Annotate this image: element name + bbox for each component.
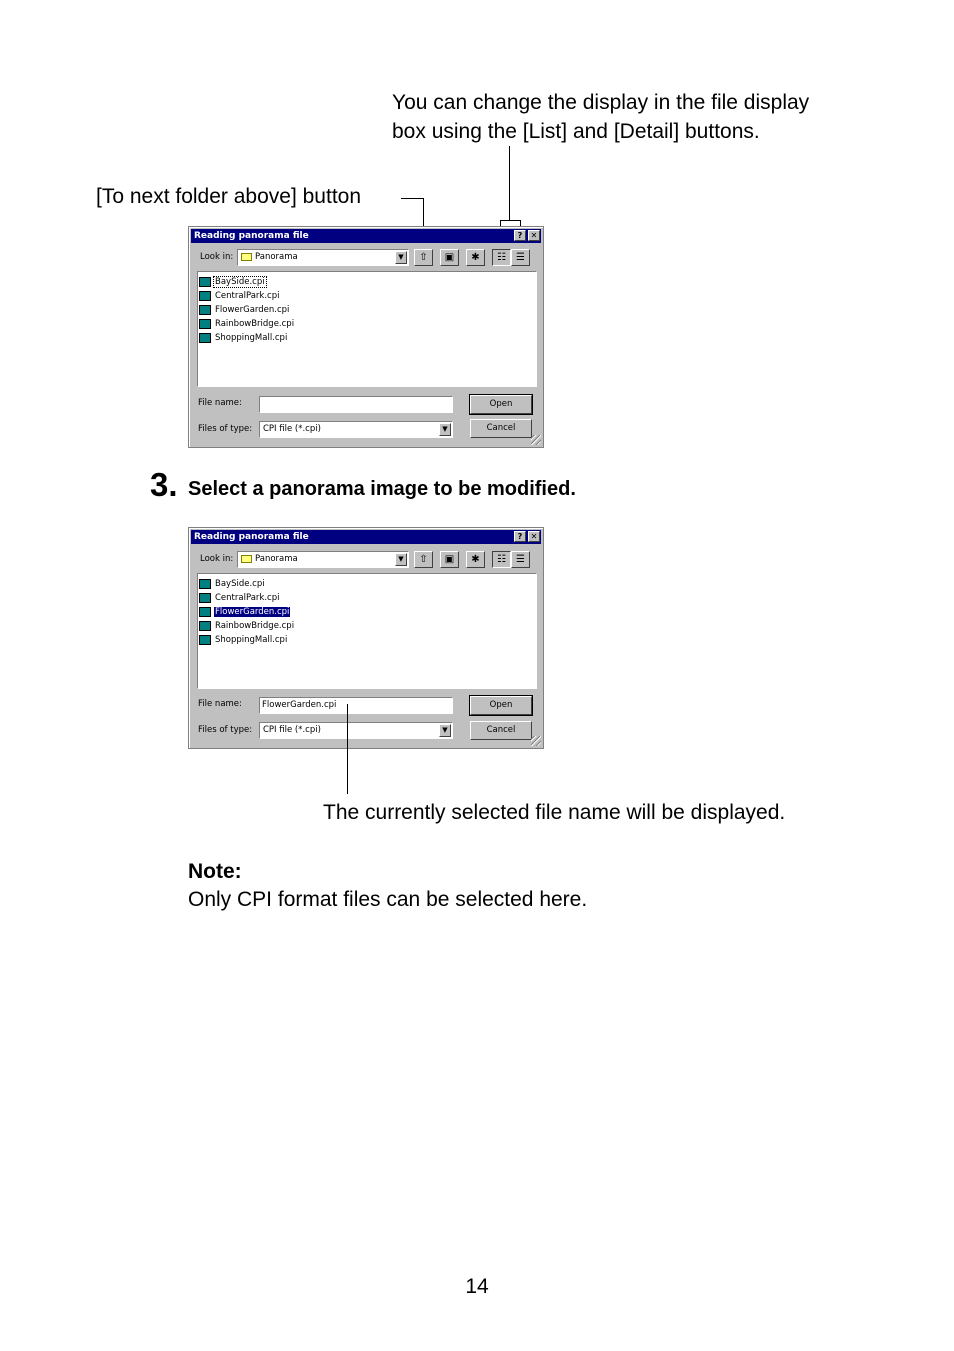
list-view-icon: ☷ <box>497 554 506 565</box>
cancel-button[interactable]: Cancel <box>470 419 532 438</box>
view-buttons-leader <box>509 146 510 220</box>
list-item[interactable]: BaySide.cpi <box>199 275 266 289</box>
panorama-file-icon <box>199 305 211 315</box>
up-folder-button[interactable] <box>414 551 433 568</box>
look-in-combo[interactable] <box>237 551 409 568</box>
cancel-button[interactable]: Cancel <box>470 721 532 740</box>
look-in-value: Panorama <box>255 554 298 564</box>
detail-view-button[interactable] <box>511 551 530 568</box>
detail-view-button[interactable] <box>511 249 530 266</box>
files-of-type-label: Files of type: <box>198 424 253 434</box>
detail-view-icon: ☰ <box>516 554 525 565</box>
files-of-type-combo[interactable] <box>259 722 453 739</box>
files-of-type-label: Files of type: <box>198 725 253 735</box>
panorama-file-icon <box>199 333 211 343</box>
open-button[interactable]: Open <box>470 696 532 715</box>
file-name-label: File name: <box>198 699 242 709</box>
view-buttons-callout <box>392 88 809 146</box>
list-item[interactable]: ShoppingMall.cpi <box>199 331 288 345</box>
view-buttons-callout-line1: You can change the display in the file display <box>392 91 810 114</box>
selected-name-callout: The currently selected file name will be displayed. <box>323 801 786 824</box>
selected-name-leader <box>347 704 348 794</box>
close-button[interactable]: ✕ <box>528 230 540 241</box>
files-of-type-combo[interactable] <box>259 421 453 438</box>
page-number: 14 <box>465 1275 489 1298</box>
desktop-icon: ▣ <box>444 554 455 565</box>
list-item[interactable]: CentralPark.cpi <box>199 289 280 303</box>
detail-view-icon: ☰ <box>516 252 525 263</box>
dialog-titlebar <box>191 530 541 544</box>
list-item[interactable]: FlowerGarden.cpi <box>199 303 290 317</box>
up-folder-button[interactable] <box>414 249 433 266</box>
file-name-label: File name: <box>198 398 242 408</box>
help-button[interactable]: ? <box>514 230 526 241</box>
look-in-label: Look in: <box>200 252 234 262</box>
dialog-titlebar <box>191 229 541 243</box>
chevron-down-icon[interactable]: ▼ <box>439 724 451 737</box>
dialog-title: Reading panorama file <box>194 532 309 542</box>
chevron-down-icon[interactable]: ▼ <box>395 553 407 566</box>
file-list[interactable] <box>197 271 537 387</box>
desktop-icon: ▣ <box>444 252 455 263</box>
step-number: 3. <box>150 466 178 503</box>
list-item[interactable]: RainbowBridge.cpi <box>199 619 295 633</box>
panorama-file-icon <box>199 607 211 617</box>
dialog-title: Reading panorama file <box>194 231 309 241</box>
panorama-file-icon <box>199 319 211 329</box>
reading-panorama-dialog-1 <box>188 226 544 448</box>
new-folder-icon: ✱ <box>471 554 480 565</box>
help-button[interactable]: ? <box>514 531 526 542</box>
view-buttons-bracket-top <box>500 220 521 221</box>
panorama-file-icon <box>199 635 211 645</box>
new-folder-button[interactable] <box>466 249 485 266</box>
list-item[interactable]: BaySide.cpi <box>199 577 266 591</box>
up-folder-icon: ⇧ <box>419 554 428 565</box>
list-item[interactable]: RainbowBridge.cpi <box>199 317 295 331</box>
note-text: Only CPI format files can be selected here. <box>188 888 588 911</box>
up-folder-icon: ⇧ <box>419 252 428 263</box>
panorama-file-icon <box>199 593 211 603</box>
look-in-label: Look in: <box>200 554 234 564</box>
folder-icon <box>241 555 252 563</box>
view-buttons-callout-line2: box using the [List] and [Detail] buttons. <box>392 120 760 143</box>
panorama-file-icon <box>199 621 211 631</box>
panorama-file-icon <box>199 277 211 287</box>
files-of-type-value: CPI file (*.cpi) <box>263 424 321 434</box>
look-in-combo[interactable] <box>237 249 409 266</box>
panorama-file-icon <box>199 579 211 589</box>
list-view-button[interactable] <box>492 551 511 568</box>
resize-grip[interactable] <box>531 435 541 445</box>
look-in-value: Panorama <box>255 252 298 262</box>
file-list[interactable] <box>197 573 537 689</box>
list-view-icon: ☷ <box>497 252 506 263</box>
file-name-input[interactable]: FlowerGarden.cpi <box>259 697 453 714</box>
open-button[interactable]: Open <box>470 395 532 414</box>
resize-grip[interactable] <box>531 736 541 746</box>
chevron-down-icon[interactable]: ▼ <box>439 423 451 436</box>
chevron-down-icon[interactable]: ▼ <box>395 251 407 264</box>
files-of-type-value: CPI file (*.cpi) <box>263 725 321 735</box>
up-folder-callout: [To next folder above] button <box>96 185 362 208</box>
panorama-file-icon <box>199 291 211 301</box>
list-item-selected[interactable]: FlowerGarden.cpi <box>199 605 290 619</box>
desktop-button[interactable] <box>440 551 459 568</box>
new-folder-button[interactable] <box>466 551 485 568</box>
note-heading: Note: <box>188 860 242 883</box>
new-folder-icon: ✱ <box>471 252 480 263</box>
list-item[interactable]: CentralPark.cpi <box>199 591 280 605</box>
folder-icon <box>241 253 252 261</box>
file-name-input[interactable] <box>259 396 453 413</box>
up-folder-leader-h <box>401 198 424 199</box>
reading-panorama-dialog-2 <box>188 527 544 749</box>
desktop-button[interactable] <box>440 249 459 266</box>
close-button[interactable]: ✕ <box>528 531 540 542</box>
list-item[interactable]: ShoppingMall.cpi <box>199 633 288 647</box>
list-view-button[interactable] <box>492 249 511 266</box>
step-text: Select a panorama image to be modified. <box>188 478 576 500</box>
